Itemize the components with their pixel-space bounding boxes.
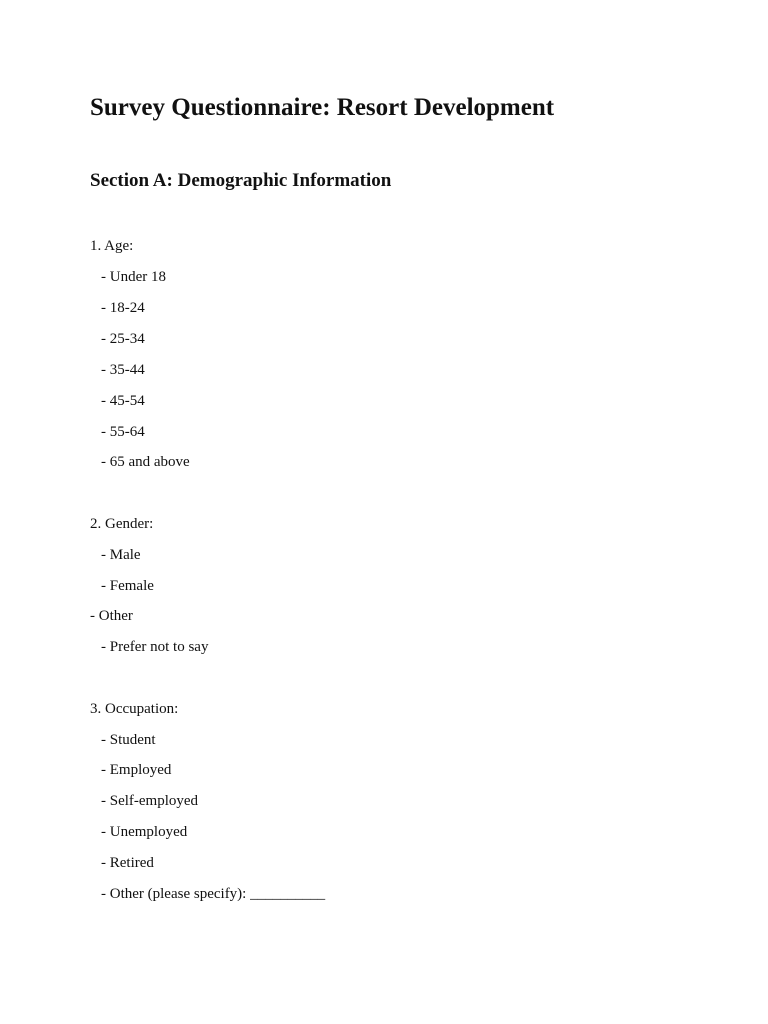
gender-option: - Prefer not to say	[101, 639, 209, 655]
occupation-option-other-specify: - Other (please specify): __________	[101, 886, 326, 902]
age-option: - 25-34	[101, 331, 145, 347]
age-option: - 45-54	[101, 393, 145, 409]
question-age-label: 1. Age:	[90, 238, 134, 254]
gender-option: - Other	[90, 608, 133, 624]
gender-option: - Female	[101, 578, 154, 594]
age-option: - 35-44	[101, 362, 145, 378]
document-title: Survey Questionnaire: Resort Development	[90, 94, 555, 121]
age-option: - Under 18	[101, 269, 166, 285]
occupation-option: - Employed	[101, 762, 172, 778]
age-option: - 65 and above	[101, 454, 190, 470]
age-option: - 55-64	[101, 424, 145, 440]
age-option: - 18-24	[101, 300, 145, 316]
section-a-heading: Section A: Demographic Information	[90, 170, 392, 191]
occupation-option: - Self-employed	[101, 793, 199, 809]
occupation-option: - Unemployed	[101, 824, 188, 840]
question-gender-label: 2. Gender:	[90, 516, 154, 532]
occupation-option: - Student	[101, 732, 156, 748]
occupation-option: - Retired	[101, 855, 154, 871]
gender-option: - Male	[101, 547, 141, 563]
question-occupation-label: 3. Occupation:	[90, 701, 179, 717]
